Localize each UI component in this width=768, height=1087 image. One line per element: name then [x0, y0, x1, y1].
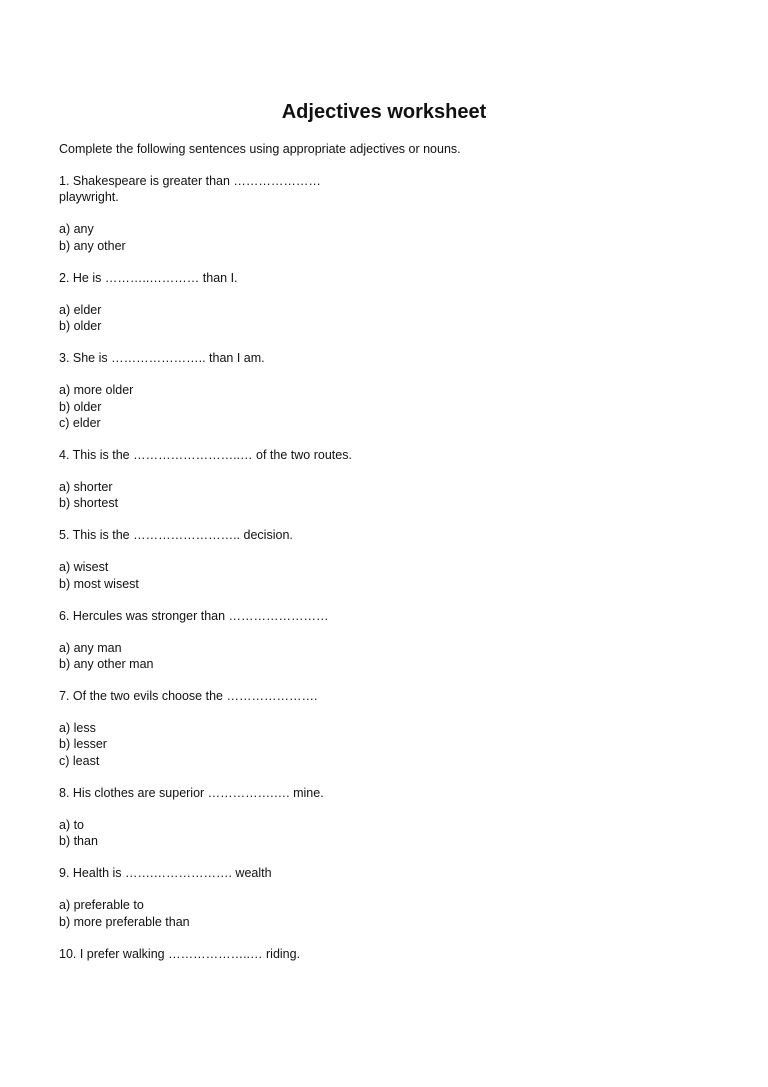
answer-option: a) more older	[59, 383, 134, 398]
page-title: Adjectives worksheet	[281, 101, 487, 123]
question-list	[59, 173, 739, 962]
spacer	[59, 543, 739, 559]
question-block	[59, 527, 739, 607]
question-block	[59, 447, 739, 527]
answer-option: a) wisest	[59, 560, 109, 575]
question-text: 3. She is ………………….. than I am.	[59, 351, 265, 366]
question-text: 9. Health is …….………………. wealth	[59, 866, 272, 881]
question-block	[59, 270, 739, 350]
question-text: 7. Of the two evils choose the ………………….	[59, 689, 318, 704]
question-block	[59, 785, 739, 865]
spacer	[59, 672, 739, 688]
question-block	[59, 608, 739, 688]
answer-option: a) preferable to	[59, 898, 144, 913]
answer-option: b) older	[59, 319, 102, 334]
question-text: 5. This is the …………………….. decision.	[59, 528, 293, 543]
answer-option: b) any other man	[59, 657, 154, 671]
answer-option: a) less	[59, 721, 96, 736]
answer-option: b) more preferable than	[59, 914, 190, 929]
spacer	[59, 334, 739, 350]
spacer	[59, 849, 739, 865]
spacer	[59, 286, 739, 302]
answer-option: a) any	[59, 222, 94, 237]
question-block	[59, 946, 739, 962]
question-text: 10. I prefer walking ………………..… riding.	[59, 946, 301, 961]
answer-option: b) than	[59, 834, 98, 849]
question-block	[59, 688, 739, 785]
question-block	[59, 173, 739, 270]
answer-option: c) elder	[59, 415, 101, 430]
answer-option: b) any other	[59, 238, 126, 253]
spacer	[59, 592, 739, 608]
question-block	[59, 865, 739, 945]
answer-option: b) older	[59, 399, 102, 414]
question-text: playwright.	[59, 190, 119, 205]
answer-option: b) shortest	[59, 496, 119, 511]
question-text: 2. He is ………..………… than I.	[59, 270, 238, 285]
spacer	[59, 254, 739, 270]
spacer	[59, 704, 739, 720]
answer-option: a) elder	[59, 302, 102, 317]
spacer	[59, 624, 739, 640]
answer-option: a) shorter	[59, 479, 113, 494]
spacer	[59, 930, 739, 946]
spacer	[59, 205, 739, 221]
question-text: 6. Hercules was stronger than ……………………	[59, 608, 329, 623]
question-text: 1. Shakespeare is greater than …………………	[59, 174, 321, 189]
instructions: Complete the following sentences using appropriate adjectives or nouns.	[59, 142, 461, 156]
answer-option: b) most wisest	[59, 576, 139, 591]
spacer	[59, 801, 739, 817]
spacer	[59, 431, 739, 447]
answer-option: b) lesser	[59, 737, 107, 752]
spacer	[59, 511, 739, 527]
spacer	[59, 881, 739, 897]
spacer	[59, 463, 739, 479]
question-block	[59, 350, 739, 447]
spacer	[59, 157, 739, 173]
spacer	[59, 366, 739, 382]
answer-option: a) to	[59, 817, 85, 832]
answer-option: a) any man	[59, 640, 122, 655]
spacer	[59, 769, 739, 785]
question-text: 4. This is the ……………………..… of the two routes.	[59, 447, 352, 462]
worksheet-content	[59, 141, 739, 962]
question-text: 8. His clothes are superior …………….…. mine.	[59, 785, 324, 800]
answer-option: c) least	[59, 753, 100, 768]
